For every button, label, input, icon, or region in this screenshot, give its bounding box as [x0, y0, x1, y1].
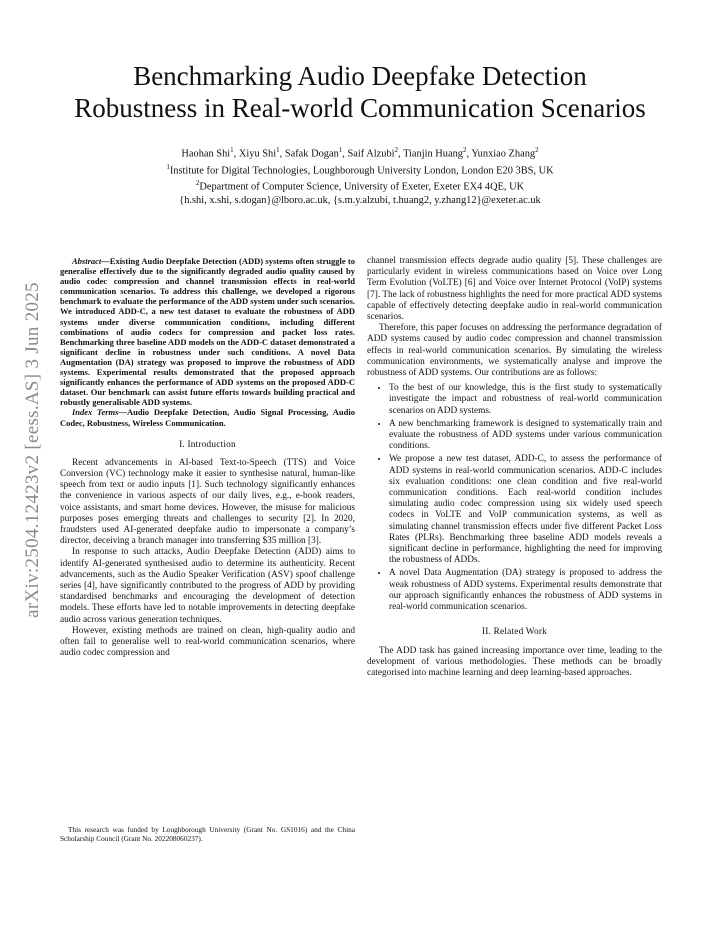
contribution-item: • We propose a new test dataset, ADD-C, to assess the performance of ADD systems in real-world communication scenarios. ADD-C includes six evaluation conditions: one clean condition and five real-world communication conditions. Each real-world condition includes simulating audio codec compression using six widely used speech codecs in VoLTE and VoIP communication systems, as well as simulating channel transmission effects under five different Packet Loss Rates (PLRs). Benchmarking three baseline ADD models reveals a significant decline in performance, highlighting the need for improving the robustness of ADDs.: [389, 453, 662, 566]
index-terms-text: —Audio Deepfake Detection, Audio Signal Processing, Audio Codec, Robustness, Wireless Communication.: [60, 407, 355, 428]
author-name: Haohan Shi: [181, 148, 231, 160]
author-list: Haohan Shi$^1$, Xiyu Shi$^1$, Safak Dogan$^1$, Saif Alzubi$^2$, Tianjin Huang$^2$, Yunxiao Zhang$^2$: [181, 146, 539, 160]
right-column: [367, 256, 662, 679]
paper-title: [40, 60, 680, 124]
affiliation-2-text: Department of Computer Science, University of Exeter, Exeter EX4 4QE, UK: [199, 181, 525, 193]
author-emails: {h.shi, x.shi, s.dogan}@lboro.ac.uk, {s.m.y.alzubi, t.huang2, y.zhang12}@exeter.ac.uk: [179, 195, 541, 207]
left-column: [60, 256, 355, 659]
abstract-text: —Existing Audio Deepfake Detection (ADD) systems often struggle to generalise effectively due to the significantly degraded audio quality caused by audio codec compression and channel transmission effects in real-world communication scenarios. To address this challenge, we developed a rigorous benchmark to evaluate the performance of the ADD system under such scenarios. We introduced ADD-C, a new test dataset to evaluate the robustness of ADD systems under diverse communication conditions, including different combinations of audio codecs for compression and packet loss rates. Benchmarking three baseline ADD models on the ADD-C dataset demonstrated a significant decline in robustness under such conditions. A novel Data Augmentation (DA) strategy was proposed to improve the robustness of ADD systems. Experimental results demonstrated that the proposed approach significantly enhances the performance of ADD systems on the proposed ADD-C dataset. Our benchmark can assist future efforts towards building practical and robustly generalisable ADD systems.: [60, 256, 355, 408]
affiliation-mark-2: 2: [195, 179, 200, 188]
index-terms: [60, 407, 355, 427]
title-line-1: Benchmarking Audio Deepfake Detection: [133, 61, 587, 91]
index-terms-label: Index Terms: [72, 407, 119, 418]
author-name: Safak Dogan: [284, 148, 339, 160]
contribution-item: • A novel Data Augmentation (DA) strategy is proposed to address the weak robustness of ADD systems. Experimental results demonstrate that our approach significantly enhances the robustness of ADD systems in real-world communication scenarios.: [389, 567, 662, 613]
author-affiliation-mark: 2: [394, 146, 399, 154]
arxiv-identifier: [22, 250, 44, 650]
contribution-item: • A new benchmarking framework is designed to systematically train and evaluate the robustness of ADD systems under various communication conditions.: [389, 418, 662, 453]
author-affiliation-mark: 1: [276, 146, 280, 154]
title-line-2: Robustness in Real-world Communication Scenarios: [74, 93, 646, 123]
section-heading-introduction: I. Introduction: [179, 439, 236, 450]
intro-paragraph-3: However, existing methods are trained on clean, high-quality audio and often fail to generalise well to real-world communication scenarios, where audio codec compression and: [60, 625, 355, 659]
author-affiliation-mark: 2: [463, 146, 467, 154]
funding-footnote: This research was funded by Loughborough University (Grant No. GS1016) and the China Scholarship Council (Grant No. 202208060237).: [60, 825, 355, 843]
author-name: Saif Alzubi: [347, 148, 395, 160]
intro-paragraph-2: In response to such attacks, Audio Deepfake Detection (ADD) aims to identify AI-generated synthesised audio to determine its authenticity. Recent advancements, such as the Audio Speaker Verification (ASV) spoof challenge series [4], have significantly contributed to the progress of ADD by providing standardised benchmarks and encouraging the development of detection models. These efforts have led to notable improvements in detecting deepfake audio across various generation techniques.: [60, 547, 355, 625]
author-block: [40, 144, 680, 207]
affiliation-1-text: Institute for Digital Technologies, Loughborough University London, London E20 3BS, UK: [169, 165, 554, 177]
author-name: Xiyu Shi: [238, 148, 277, 160]
affiliation-1: [40, 161, 680, 178]
author-affiliation-mark: 2: [535, 146, 539, 154]
affiliation-2: [40, 177, 680, 194]
intro-paragraph-1: Recent advancements in AI-based Text-to-Speech (TTS) and Voice Conversion (VC) technology make it easier to synthesise natural, human-like speech from text or audio inputs [1]. Such technology significantly enhances the convenience in various aspects of our daily lives, e.g., e-book readers, voice assistants, and smart home devices. However, the misuse for malicious purposes poses emerging threats and challenges to security [2]. In 2020, fraudsters used AI-generated deepfake audio to impersonate a company’s director, deceiving a branch manager into transferring $35 million [3].: [60, 457, 355, 547]
right-paragraph-2: Therefore, this paper focuses on addressing the performance degradation of ADD systems caused by audio codec compression and channel transmission effects in real-world communication scenarios. By simulating the wireless communication environments, we systematically analyse and improve the robustness of ADD systems. Our contributions are as follows:: [367, 323, 662, 379]
arxiv-id-text: arXiv:2504.12423v2 [eess.AS] 3 Jun 2025: [22, 282, 43, 618]
section-heading-related-work: II. Related Work: [481, 627, 547, 638]
author-affiliation-mark: 1: [230, 146, 234, 154]
contributions-list: [367, 382, 662, 613]
affiliation-mark-1: 1: [166, 162, 170, 171]
abstract-label: Abstract: [72, 256, 102, 266]
abstract: [60, 256, 355, 407]
contribution-item: • To the best of our knowledge, this is the first study to systematically investigate the impact and robustness of real-world communication scenarios on ADD systems.: [389, 382, 662, 417]
right-paragraph-1: channel transmission effects degrade audio quality [5]. These challenges are particularly evident in wireless communications based on Voice over Long Term Evolution (VoLTE) [6] and Voice over Internet Protocol (VoIP) systems [7]. The lack of robustness highlights the need for more practical ADD systems capable of effectively detecting deepfake audio in real-world communication scenarios.: [367, 256, 662, 323]
author-affiliation-mark: 1: [338, 146, 343, 154]
related-work-paragraph-1: The ADD task has gained increasing importance over time, leading to the development of various methodologies. These methods can be broadly categorised into machine learning and deep learning-based approaches.: [367, 645, 662, 678]
author-name: Tianjin Huang: [403, 148, 464, 160]
author-name: Yunxiao Zhang: [471, 148, 536, 160]
